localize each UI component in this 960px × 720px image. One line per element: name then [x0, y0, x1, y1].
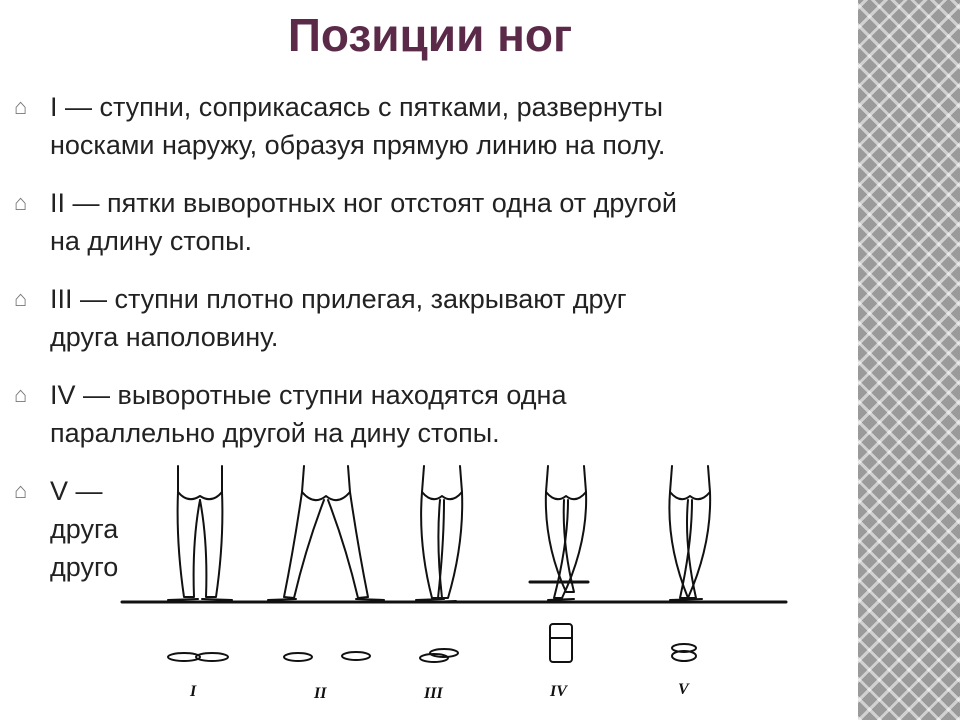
position-label: IV — [550, 683, 567, 700]
bullet-text: I — ступни, соприкасаясь с пятками, развернуты носками наружу, образуя прямую линию на полу. — [50, 92, 666, 160]
legs-position-3 — [416, 466, 462, 602]
bullet-text: II — пятки выворотных ног отстоят одна от другой на длину стопы. — [50, 188, 677, 256]
feet-diagram-5 — [672, 644, 696, 661]
legs-drawing — [118, 452, 790, 720]
legs-position-2 — [268, 466, 384, 600]
feet-diagram-3 — [420, 649, 458, 662]
bullet-marker-icon: ⌂ — [14, 286, 28, 311]
bullet-text: V — друга друго — [50, 476, 119, 582]
bullet-item — [14, 280, 834, 356]
decorative-side-pattern — [858, 0, 960, 720]
bullet-marker-icon: ⌂ — [14, 382, 28, 407]
bullet-item — [14, 184, 834, 260]
bullet-marker-icon: ⌂ — [14, 94, 28, 119]
bullet-marker-icon: ⌂ — [14, 478, 28, 503]
bullet-item — [14, 88, 834, 164]
bullet-text: IV — выворотные ступни находятся одна параллельно другой на дину стопы. — [50, 380, 567, 448]
feet-diagram-4 — [550, 624, 572, 662]
position-label: III — [424, 685, 443, 702]
position-label: II — [314, 685, 327, 702]
feet-positions-illustration — [118, 452, 790, 720]
position-label: V — [678, 681, 689, 698]
slide-title: Позиции ног — [287, 9, 573, 61]
legs-position-1 — [168, 466, 232, 600]
position-label: I — [190, 683, 197, 700]
bullet-text: III — ступни плотно прилегая, закрывают друг друга наполовину. — [50, 284, 627, 352]
feet-diagram-1 — [168, 653, 228, 661]
legs-position-4 — [530, 466, 588, 600]
bullet-marker-icon: ⌂ — [14, 190, 28, 215]
feet-diagram-2 — [284, 652, 370, 661]
legs-position-5 — [669, 466, 710, 600]
bullet-item — [14, 376, 834, 452]
